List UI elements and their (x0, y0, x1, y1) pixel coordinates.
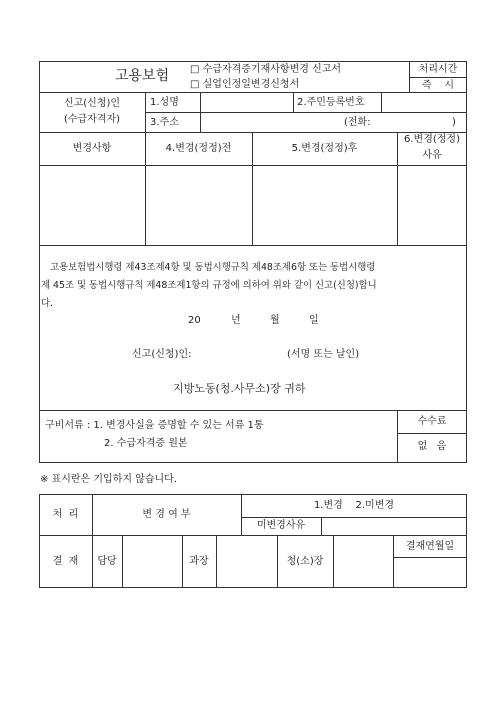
name-field[interactable] (201, 93, 292, 111)
signer-label: 신고(신청)인: (132, 349, 192, 360)
date-day-unit: 일 (309, 315, 319, 326)
change-status-label: 변 경 여 부 (142, 509, 191, 520)
staff-sign-field[interactable] (123, 536, 181, 587)
processing-label: 처 리 (52, 509, 79, 520)
approval-date-field[interactable] (394, 558, 466, 587)
manager-sign-field[interactable] (217, 536, 276, 587)
processing-time-value: 즉 시 (421, 80, 455, 91)
fee-value: 없 음 (417, 441, 447, 452)
divider (293, 92, 294, 112)
address-field[interactable] (201, 113, 341, 131)
signature-hint: (서명 또는 날인) (287, 349, 360, 360)
change-options[interactable]: 1.변경 2.미변경 (313, 500, 395, 511)
divider (39, 245, 467, 246)
required-document-2: 2. 수급자격증 원본 (104, 438, 188, 449)
processing-time-label: 처리시간 (418, 64, 458, 75)
statement-line-1: 고용보험법시행령 제43조제4항 및 동법시행규칙 제48조제6항 또는 동법시행령 (50, 262, 376, 273)
divider (39, 410, 467, 411)
col-before: 4.변경(정정)전 (165, 143, 232, 154)
phone-label: (전화: (344, 117, 371, 128)
date-month-unit: 월 (270, 315, 280, 326)
no-change-reason-field[interactable] (322, 518, 466, 534)
manager-label: 과장 (189, 556, 209, 567)
chief-label: 청(소)장 (286, 556, 324, 567)
signer-field[interactable] (200, 346, 282, 362)
statement-line-3: 다. (41, 298, 54, 309)
approval-label: 결 재 (52, 556, 79, 567)
rrn-label: 2.주민등록번호 (297, 97, 365, 108)
col-reason: 6.변경(정정) (404, 134, 460, 145)
col-change-item: 변경사항 (72, 143, 112, 154)
no-change-reason-label: 미변경사유 (256, 520, 306, 531)
reason-field[interactable] (398, 166, 466, 244)
col-after: 5.변경(정정)후 (291, 143, 358, 154)
form-type-date-change[interactable]: □ 실업인정일변경신청서 (190, 79, 300, 90)
rrn-field[interactable] (382, 93, 466, 111)
date-year: 20 (188, 315, 201, 326)
date-year-unit: 년 (231, 315, 241, 326)
divider (409, 77, 467, 78)
name-label: 1.성명 (150, 97, 179, 108)
phone-close: ) (452, 117, 456, 128)
fee-label: 수수료 (417, 416, 447, 427)
divider (39, 132, 467, 133)
applicant-label: 신고(신청)인 (63, 98, 121, 109)
before-field[interactable] (146, 166, 251, 244)
approval-date-label: 결재연월일 (405, 541, 455, 552)
address-label: 3.주소 (150, 117, 179, 128)
required-documents: 구비서류 : 1. 변경사실을 증명할 수 있는 서류 1통 (45, 420, 264, 431)
applicant-sublabel: (수급자격자) (63, 114, 121, 125)
form-type-change-report[interactable]: □ 수급자격증기재사항변경 신고서 (190, 64, 342, 75)
chief-sign-field[interactable] (334, 536, 392, 587)
notice-text: ※ 표시란은 기입하지 않습니다. (40, 474, 178, 485)
col-reason-sub: 사유 (422, 150, 442, 161)
statement-line-2: 제 45조 및 동법시행규칙 제48조제1항의 규정에 의하여 위와 같이 신고(신청)합니 (41, 280, 377, 291)
staff-label: 담당 (97, 556, 117, 567)
phone-field[interactable] (376, 113, 450, 131)
after-field[interactable] (253, 166, 396, 244)
form-title: 고용보험 (115, 68, 170, 84)
addressee: 지방노동(청.사무소)장 귀하 (173, 382, 306, 395)
change-item-field[interactable] (40, 166, 144, 244)
divider (397, 433, 467, 434)
